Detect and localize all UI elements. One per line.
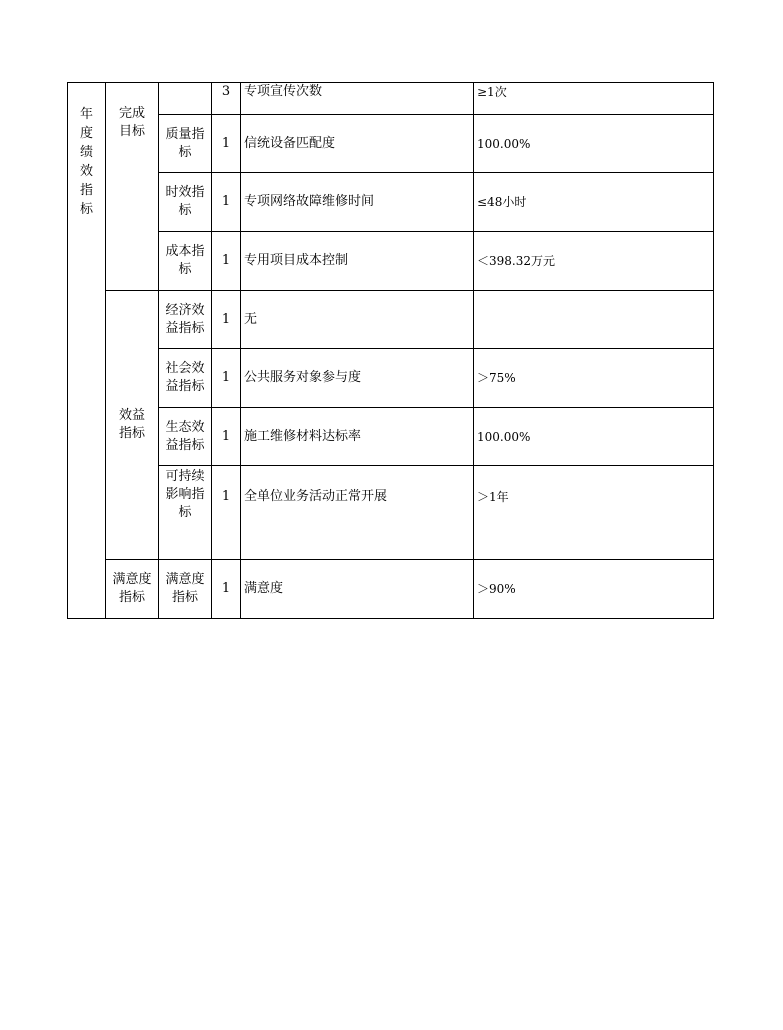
- level3-cell: [159, 173, 212, 232]
- group-benefit-cell: [106, 291, 159, 560]
- target-value: ＞90%: [477, 582, 516, 596]
- group-satisfaction-label: 满意度指标: [112, 572, 152, 605]
- target-cell: [474, 291, 714, 349]
- weight-value: 1: [221, 428, 231, 444]
- target-cell: [474, 173, 714, 232]
- weight-cell: [212, 349, 241, 408]
- target-value: 100.00%: [477, 429, 531, 444]
- indicator-text: 信统设备匹配度: [244, 135, 336, 151]
- weight-value: 1: [221, 194, 231, 209]
- table-row: [68, 349, 714, 408]
- weight-value: 1: [221, 370, 231, 385]
- level1-char: 年: [79, 107, 93, 122]
- weight-value: 3: [221, 84, 231, 99]
- level1-char: 绩: [79, 145, 93, 160]
- weight-value: 1: [221, 311, 231, 327]
- indicator-cell: [241, 466, 474, 560]
- target-cell: [474, 466, 714, 560]
- weight-cell: [212, 173, 241, 232]
- level3-cell: [159, 560, 212, 619]
- level3-cell: [159, 83, 212, 115]
- target-cell: [474, 83, 714, 115]
- group-completion-label: 完成目标: [118, 106, 145, 139]
- target-cell: [474, 408, 714, 466]
- indicator-text: 专项宣传次数: [244, 84, 323, 99]
- indicator-cell: [241, 173, 474, 232]
- level3-cell: [159, 408, 212, 466]
- weight-cell: [212, 291, 241, 349]
- indicator-text: 专用项目成本控制: [244, 253, 349, 268]
- indicator-text: 施工维修材料达标率: [244, 428, 362, 444]
- level1-cell: [68, 83, 106, 619]
- indicator-text: 专项网络故障维修时间: [244, 194, 375, 209]
- weight-cell: [212, 466, 241, 560]
- level3-label: 社会效益指标: [165, 361, 205, 394]
- target-cell: [474, 115, 714, 173]
- indicator-cell: [241, 291, 474, 349]
- level3-label: 生态效益指标: [165, 419, 205, 453]
- level1-char: 标: [79, 202, 93, 217]
- indicator-cell: [241, 408, 474, 466]
- group-benefit-label: 效益指标: [118, 408, 145, 441]
- performance-indicator-table: [67, 82, 714, 619]
- indicator-cell: [241, 115, 474, 173]
- level3-label: 经济效益指标: [165, 302, 205, 336]
- group-satisfaction-cell: [106, 560, 159, 619]
- weight-value: 1: [221, 581, 231, 596]
- weight-cell: [212, 560, 241, 619]
- weight-cell: [212, 232, 241, 291]
- target-value: 100.00%: [477, 136, 531, 151]
- table-row: [68, 560, 714, 619]
- level3-cell: [159, 115, 212, 173]
- weight-value: 1: [221, 253, 231, 268]
- indicator-cell: [241, 83, 474, 115]
- target-cell: [474, 560, 714, 619]
- table-row: [68, 173, 714, 232]
- group-completion-cell: [106, 83, 159, 291]
- indicator-text: 全单位业务活动正常开展: [244, 489, 388, 504]
- weight-cell: [212, 115, 241, 173]
- table-row: [68, 408, 714, 466]
- target-value: ＞1年: [477, 490, 509, 504]
- indicator-text: 公共服务对象参与度: [244, 370, 362, 385]
- target-value: ≤48小时: [477, 195, 527, 209]
- table-row: [68, 83, 714, 115]
- target-value: ＜398.32万元: [477, 254, 555, 268]
- target-cell: [474, 349, 714, 408]
- level3-label: 可持续影响指标: [165, 469, 205, 520]
- level1-char: 指: [79, 183, 93, 198]
- level3-label: 时效指标: [165, 185, 205, 218]
- indicator-cell: [241, 560, 474, 619]
- indicator-cell: [241, 232, 474, 291]
- level3-label: 质量指标: [165, 126, 205, 160]
- table-row: [68, 291, 714, 349]
- level3-label: 满意度指标: [165, 572, 205, 605]
- weight-cell: [212, 83, 241, 115]
- level1-char: 度: [79, 126, 93, 141]
- weight-cell: [212, 408, 241, 466]
- table-row: [68, 466, 714, 560]
- table-row: [68, 232, 714, 291]
- weight-value: 1: [221, 135, 231, 151]
- level3-cell: [159, 232, 212, 291]
- level3-cell: [159, 349, 212, 408]
- target-value: ＞75%: [477, 371, 516, 385]
- level1-char: 效: [79, 164, 93, 179]
- indicator-text: 满意度: [244, 581, 284, 596]
- indicator-cell: [241, 349, 474, 408]
- weight-value: 1: [221, 489, 231, 504]
- level3-cell: [159, 466, 212, 560]
- table-row: [68, 115, 714, 173]
- level3-cell: [159, 291, 212, 349]
- level3-label: 成本指标: [165, 244, 205, 277]
- target-value: ≥1次: [477, 85, 507, 99]
- indicator-text: 无: [244, 311, 258, 327]
- target-cell: [474, 232, 714, 291]
